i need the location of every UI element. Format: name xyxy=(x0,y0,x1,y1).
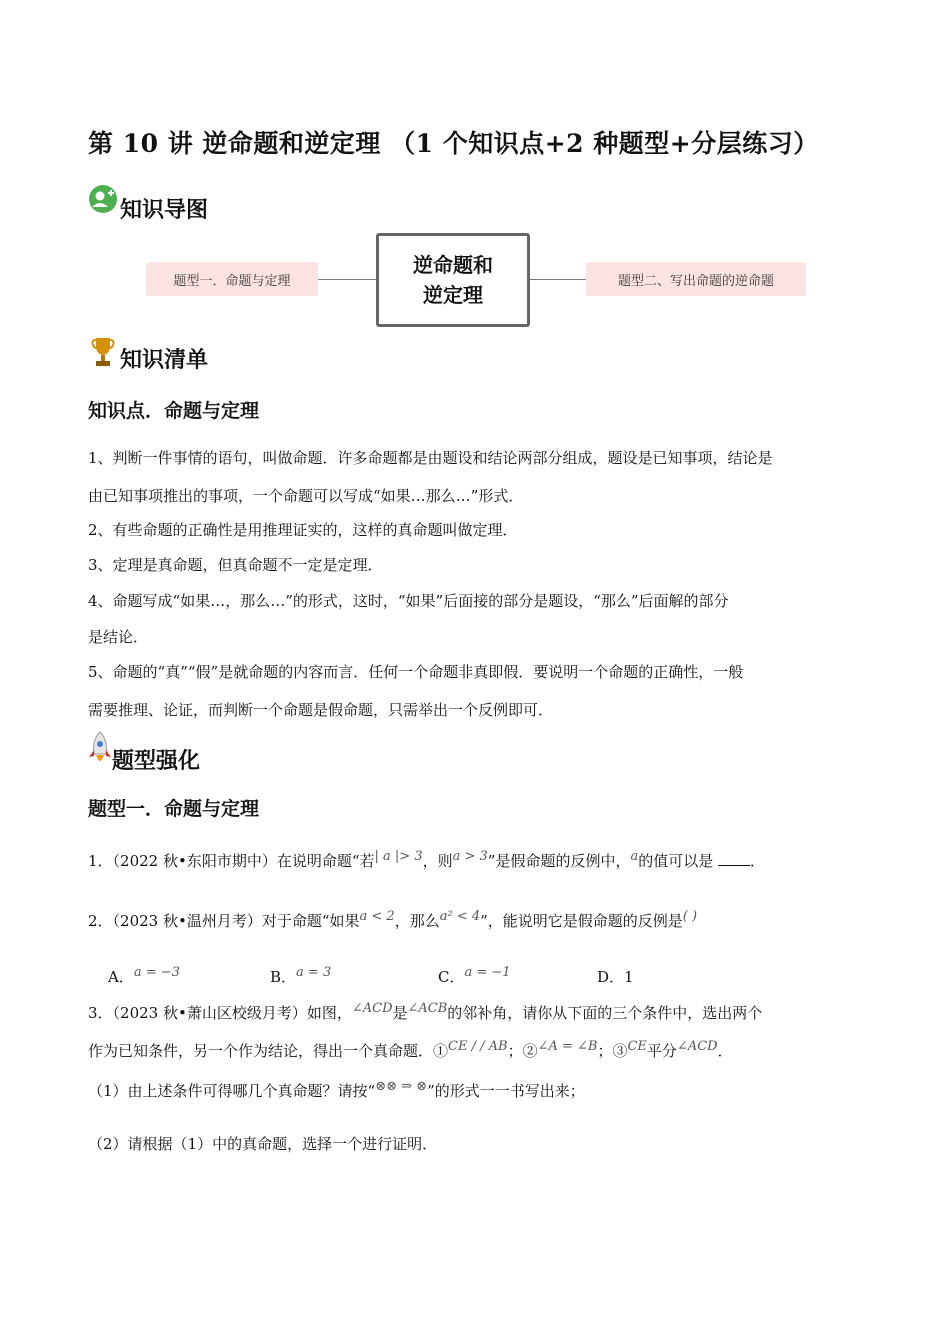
q1-text-5: ． xyxy=(750,852,766,870)
q3-text-7: 平分 xyxy=(646,1042,677,1060)
mindmap-left-connector xyxy=(318,279,376,280)
knowledge-subheading: 知识点．命题与定理 xyxy=(88,400,260,422)
knowledge-section-icon xyxy=(90,334,116,372)
q3-math-6: ∠ACD xyxy=(676,1039,718,1054)
mindmap-center-line2: 逆定理 xyxy=(423,283,483,307)
q2-option-a[interactable] xyxy=(108,966,180,987)
mindmap-center-node xyxy=(376,233,530,327)
q3-text-6: ；③ xyxy=(597,1042,628,1060)
mindmap-center-line1: 逆命题和 xyxy=(413,253,493,277)
knowledge-item-5-line-2: 需要推理、论证，而判断一个命题是假命题，只需举出一个反例即可． xyxy=(88,701,554,719)
practice-subheading: 题型一．命题与定理 xyxy=(88,798,260,820)
mindmap-section-icon xyxy=(88,184,118,218)
q2-option-d[interactable] xyxy=(597,966,634,987)
q1-text-2: ，则 xyxy=(422,852,453,870)
mindmap-right-node: 题型二、写出命题的逆命题 xyxy=(586,262,806,296)
knowledge-item-1-line-1: 1、判断一件事情的语句，叫做命题．许多命题都是由题设和结论两部分组成，题设是已知事项，结论是 xyxy=(88,449,773,467)
q3-sub1-text-2: ”的形式一一书写出来； xyxy=(427,1082,585,1100)
q2-option-a-label: A． xyxy=(108,968,134,986)
q3-math-1: ∠ACD xyxy=(351,1001,393,1016)
q1-math-1: | a |> 3 xyxy=(374,849,423,864)
q1-math-2: a > 3 xyxy=(452,849,488,864)
user-plus-icon xyxy=(88,184,118,214)
q2-option-b-value: a = 3 xyxy=(296,965,332,980)
q1-text-4: 的值可以是 xyxy=(638,852,719,870)
q2-answer-parens: ( ) xyxy=(682,909,698,924)
q2-option-a-value: a = −3 xyxy=(133,965,180,980)
question-1 xyxy=(88,850,765,871)
q2-math-1: a < 2 xyxy=(359,909,395,924)
q2-text-1: 2．（2023 秋•温州月考）对于命题“如果 xyxy=(88,912,360,930)
q2-option-b-label: B． xyxy=(270,968,297,986)
mindmap-left-node: 题型一．命题与定理 xyxy=(146,262,318,296)
knowledge-item-4-line-1: 4、命题写成“如果…，那么…”的形式，这时，“如果”后面接的部分是题设，“那么”后面解的部分 xyxy=(88,592,729,610)
q2-math-2: a² < 4 xyxy=(439,909,481,924)
question-3-line-1 xyxy=(88,1002,762,1023)
knowledge-item-2: 2、有些命题的正确性是用推理证实的，这样的真命题叫做定理． xyxy=(88,521,518,539)
knowledge-item-5-line-1: 5、命题的“真”“假”是就命题的内容而言．任何一个命题非真即假．要说明一个命题的正确性，一般 xyxy=(88,663,744,681)
practice-heading: 题型强化 xyxy=(112,749,201,774)
q1-math-3: a xyxy=(630,849,639,864)
q3-text-4: 作为已知条件，另一个作为结论，得出一个真命题．① xyxy=(88,1042,449,1060)
question-3-sub-2: （2）请根据（1）中的真命题，选择一个进行证明． xyxy=(88,1135,438,1153)
q3-text-3: 的邻补角，请你从下面的三个条件中，选出两个 xyxy=(447,1004,763,1022)
q3-text-1: 3．（2023 秋•萧山区校级月考）如图， xyxy=(88,1004,352,1022)
q1-text-3: ”是假命题的反例中， xyxy=(487,852,631,870)
q2-option-b[interactable] xyxy=(270,966,331,987)
q2-option-c-value: a = −1 xyxy=(464,965,511,980)
q3-math-3: CE / / AB xyxy=(448,1039,508,1054)
page-title: 第 10 讲 逆命题和逆定理 （1 个知识点+2 种题型+分层练习） xyxy=(88,129,819,158)
q2-text-2: ，那么 xyxy=(394,912,440,930)
q1-text-1: 1．（2022 秋•东阳市期中）在说明命题“若 xyxy=(88,852,375,870)
q3-text-8: ． xyxy=(717,1042,733,1060)
q3-math-5: CE xyxy=(627,1039,647,1054)
trophy-icon xyxy=(90,334,116,368)
q2-text-3: ”，能说明它是假命题的反例是 xyxy=(480,912,683,930)
knowledge-item-1-line-2: 由已知事项推出的事项，一个命题可以写成“如果…那么…”形式． xyxy=(88,487,524,505)
q1-answer-blank[interactable] xyxy=(718,851,750,866)
question-3-sub-1 xyxy=(88,1080,585,1101)
knowledge-item-4-line-2: 是结论． xyxy=(88,628,149,646)
knowledge-item-3: 3、定理是真命题，但真命题不一定是定理． xyxy=(88,556,383,574)
q2-option-c[interactable] xyxy=(438,966,511,987)
knowledge-heading: 知识清单 xyxy=(120,348,209,373)
q3-text-2: 是 xyxy=(392,1004,408,1022)
q2-option-d-value: 1 xyxy=(624,968,634,986)
q3-sub1-math: ⊗⊗ ⇒ ⊗ xyxy=(375,1079,428,1094)
rocket-icon xyxy=(88,730,112,768)
q3-text-5: ；② xyxy=(507,1042,538,1060)
q2-option-d-label: D． xyxy=(597,968,625,986)
mindmap-heading: 知识导图 xyxy=(120,198,209,223)
q3-sub1-text-1: （1）由上述条件可得哪几个真命题？请按“ xyxy=(88,1082,376,1100)
question-3-line-2 xyxy=(88,1040,733,1061)
practice-section-icon xyxy=(88,730,112,772)
mindmap-right-connector xyxy=(530,279,586,280)
question-2 xyxy=(88,910,697,931)
q3-math-2: ∠ACB xyxy=(407,1001,448,1016)
q2-option-c-label: C． xyxy=(438,968,465,986)
q3-math-4: ∠A = ∠B xyxy=(537,1039,598,1054)
